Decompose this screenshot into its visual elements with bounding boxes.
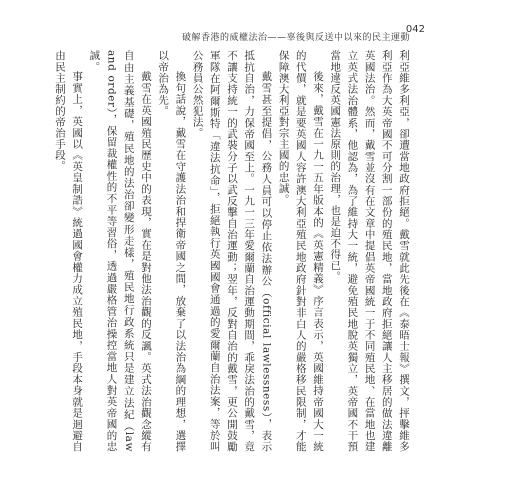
body-text <box>53 50 412 452</box>
paragraph: 換句話說，戴雪在守護法治和捍衛帝國之間，放棄了以法治為綱的理想，選擇以帝治為先。 <box>157 50 187 452</box>
paragraph: 利亞維多利亞，卻遭當地政府拒絕。戴雪就此先後在《泰晤士報》撰文，抨擊維多利亞作為大英帝國不可分割一部份的殖民地，當地政府拒絕讓人主移居的做法違離英國法治。然而，戴雪並沒有在文章中提倡英帝國統一于不同殖民地、在當地也建立英式法治體系，他認為，為了維持大一統，避免殖民地脫英獨立，英帝國不干預當地違反英國憲法原則的治理，也是迫不得已。 <box>329 50 410 452</box>
running-header: 破解香港的威權法治——辜後與反送中以來的民主運動 <box>181 33 410 43</box>
paragraph: 戴雪在英國殖民歷史中的表現，實在是對他法治觀的反諷。英式法治觀念縱有自由主義基礎，殖民地的法治卻變形走樣，殖民地行政系統只是建立法紀（law and order），保留裁權性的不平等習俗，透過嚴格管治操控當地人對英帝國的忠誠。 <box>88 50 152 452</box>
paragraph: 事實上，英國以《英皇制誥》統過國會權力成立殖民地，手段本身就是迴避自由民主制約的帝治手段。 <box>53 50 84 452</box>
paragraph: 戴雪甚至提倡，公務人員可以停止依法辦公（official lawlessness），表示抵抗自治，力保帝國至上。一九一三年愛爾蘭自治運動期間，乖戾法治的戴雪，竟不讓支持統一的武裝分子以武反擊自治運動；翌年，反對自治的戴雪，更公開鼓勵軍隊在阿爾斯特「違法抗命」，拒絕執行英國國會通過的愛爾蘭自治法案，等於叫公務員公然犯法。 <box>191 50 273 452</box>
paragraph: 後來，戴雪在一九一五年版本的《英憲精義》序言表示，英國維持帝國大一統的代價，就是要英國人容許澳大利亞殖民地政府針對非白人的嚴格移民限制，才能保障澳大利亞對宗主國的忠誠。 <box>277 50 324 452</box>
page-number: 042 <box>405 24 425 35</box>
